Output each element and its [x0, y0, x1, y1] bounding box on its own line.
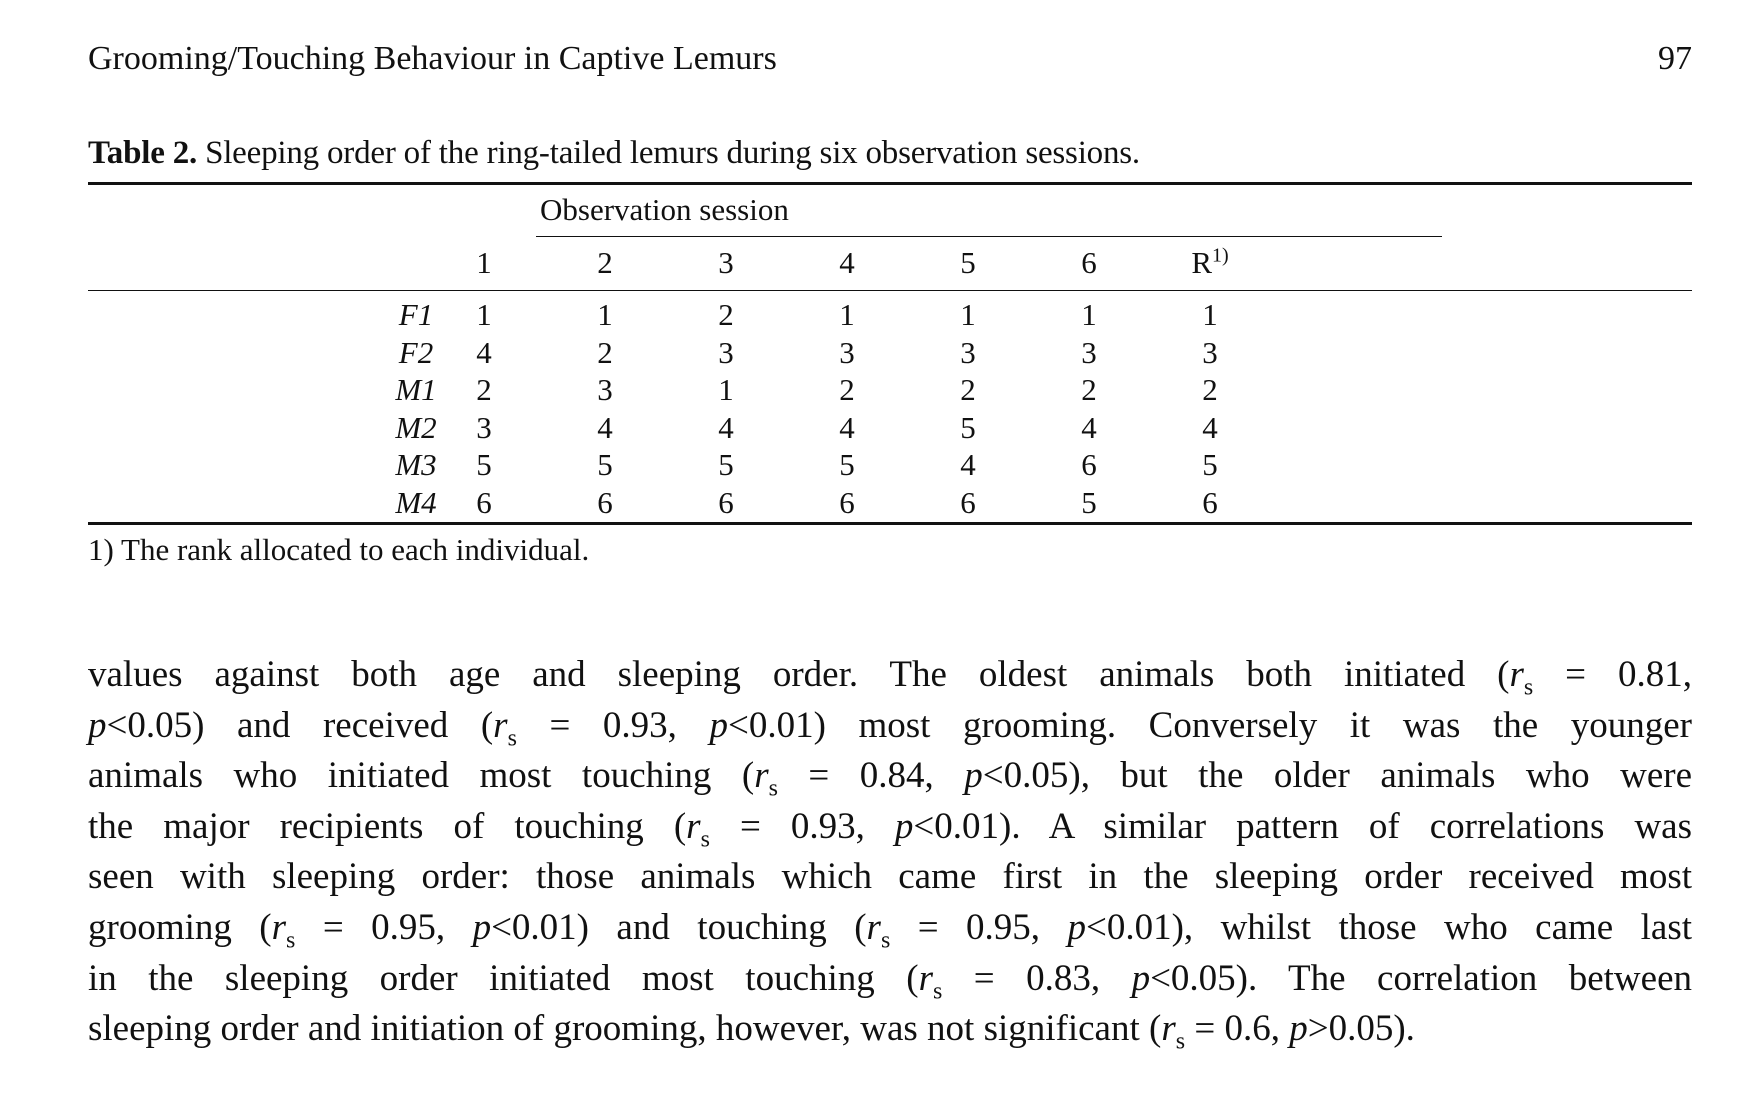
row-label: F1 — [398, 297, 434, 332]
table-cell: 4 — [839, 409, 855, 445]
running-head — [88, 34, 1692, 84]
text-line: p<0.05) and received ($r_s = 0.93$, p<0.01) most grooming. Conversely it was the younger — [88, 704, 1692, 751]
text-line: seen with sleeping order: those animals which came first in the sleeping order received most — [88, 856, 1692, 898]
row-label: M1 — [395, 372, 437, 407]
table-cell: 1 — [1081, 297, 1097, 332]
table-cell: 4 — [476, 334, 492, 370]
row-label: M2 — [395, 409, 437, 445]
row-label: M3 — [395, 447, 437, 482]
column-header-6: 6 — [1081, 245, 1097, 280]
table-footnote: 1) The rank allocated to each individual. — [88, 532, 590, 567]
table-cell: 5 — [839, 447, 855, 482]
table-cell: 3 — [1081, 334, 1097, 370]
table-cell: 4 — [597, 409, 613, 445]
table-bottom-rule — [88, 522, 1692, 525]
table-cell: 1 — [476, 297, 492, 332]
table-cell: 3 — [839, 334, 855, 370]
table-cell: 6 — [718, 484, 734, 520]
table-cell: 2 — [597, 334, 613, 370]
table-cell: 1 — [839, 297, 855, 332]
text-line: animals who initiated most touching ($r_s = 0.84$, p<0.05), but the older animals who were — [88, 755, 1692, 802]
running-title: Grooming/Touching Behaviour in Captive Lemurs — [88, 40, 777, 77]
table-cell: 5 — [597, 447, 613, 482]
page-number: 97 — [1658, 40, 1692, 77]
table-cell: 6 — [597, 484, 613, 520]
group-header-rule — [536, 236, 1442, 237]
table-cell: 1 — [960, 297, 976, 332]
row-label: F2 — [398, 334, 434, 370]
table-cell: 2 — [476, 372, 492, 407]
table-row — [88, 484, 1692, 522]
body-paragraph — [88, 650, 1692, 1055]
text-line: grooming ($r_s = 0.95$, p<0.01) and touching ($r_s = 0.95$, p<0.01), whilst those who came last — [88, 906, 1693, 954]
group-header: Observation session — [540, 192, 789, 227]
table-cell: 5 — [960, 409, 976, 445]
table-body — [88, 296, 1692, 521]
table-cell: 1 — [718, 372, 734, 407]
table-cell: 5 — [718, 447, 734, 482]
table-cell: 3 — [718, 334, 734, 370]
table-label: Table 2. — [88, 135, 198, 171]
table-cell: 6 — [839, 484, 855, 520]
text-line: sleeping order and initiation of grooming, however, was not significant ($r_s = 0.6$, p>0.05). — [88, 1008, 1415, 1055]
table-cell: 3 — [960, 334, 976, 370]
table-cell: 2 — [960, 372, 976, 407]
table-row — [88, 296, 1692, 334]
column-header-3: 3 — [718, 245, 734, 280]
table-top-rule — [88, 182, 1692, 185]
table-caption — [88, 130, 1692, 176]
table-cell: 6 — [960, 484, 976, 520]
column-header-4: 4 — [839, 245, 855, 280]
table-cell: 3 — [476, 409, 492, 445]
table-2 — [88, 130, 1692, 567]
table-cell: 2 — [1081, 372, 1097, 407]
column-header-2: 2 — [597, 245, 613, 280]
column-header-5: 5 — [960, 245, 976, 280]
table-cell: 4 — [1202, 409, 1218, 445]
table-caption-text: Sleeping order of the ring-tailed lemurs during six observation sessions. — [205, 135, 1140, 171]
table-cell: 5 — [1081, 484, 1097, 520]
table-cell: 2 — [1202, 372, 1218, 407]
text-line: values against both age and sleeping order. The oldest animals both initiated ($r_s = 0.81$, — [88, 654, 1692, 701]
row-label: M4 — [395, 484, 437, 520]
header-rule — [88, 290, 1692, 291]
table-cell: 6 — [1081, 447, 1097, 482]
table-cell: 2 — [839, 372, 855, 407]
table-row — [88, 371, 1692, 409]
table-cell: 5 — [1202, 447, 1218, 482]
text-line: the major recipients of touching ($r_s = 0.93$, p<0.01). A similar pattern of correlations was — [88, 805, 1692, 853]
column-header-row — [88, 240, 1692, 286]
table-cell: 6 — [1202, 484, 1218, 520]
table-cell: 5 — [476, 447, 492, 482]
column-header-7: R$^{1)}$ — [1191, 244, 1229, 280]
table-row — [88, 334, 1692, 372]
table-cell: 6 — [476, 484, 492, 520]
column-header-1: 1 — [476, 245, 492, 280]
text-line: in the sleeping order initiated most touching ($r_s = 0.83$, p<0.05). The correlation between — [88, 957, 1692, 1004]
table-cell: 2 — [718, 297, 734, 332]
table-cell: 4 — [960, 447, 976, 482]
table-cell: 4 — [718, 409, 734, 445]
table-cell: 1 — [597, 297, 613, 332]
table-cell: 3 — [597, 372, 613, 407]
table-row — [88, 409, 1692, 447]
table-row — [88, 446, 1692, 484]
table-cell: 1 — [1202, 297, 1218, 332]
table-cell: 4 — [1081, 409, 1097, 445]
table-cell: 3 — [1202, 334, 1218, 370]
rank-footnote-marker: 1) — [1212, 244, 1229, 267]
